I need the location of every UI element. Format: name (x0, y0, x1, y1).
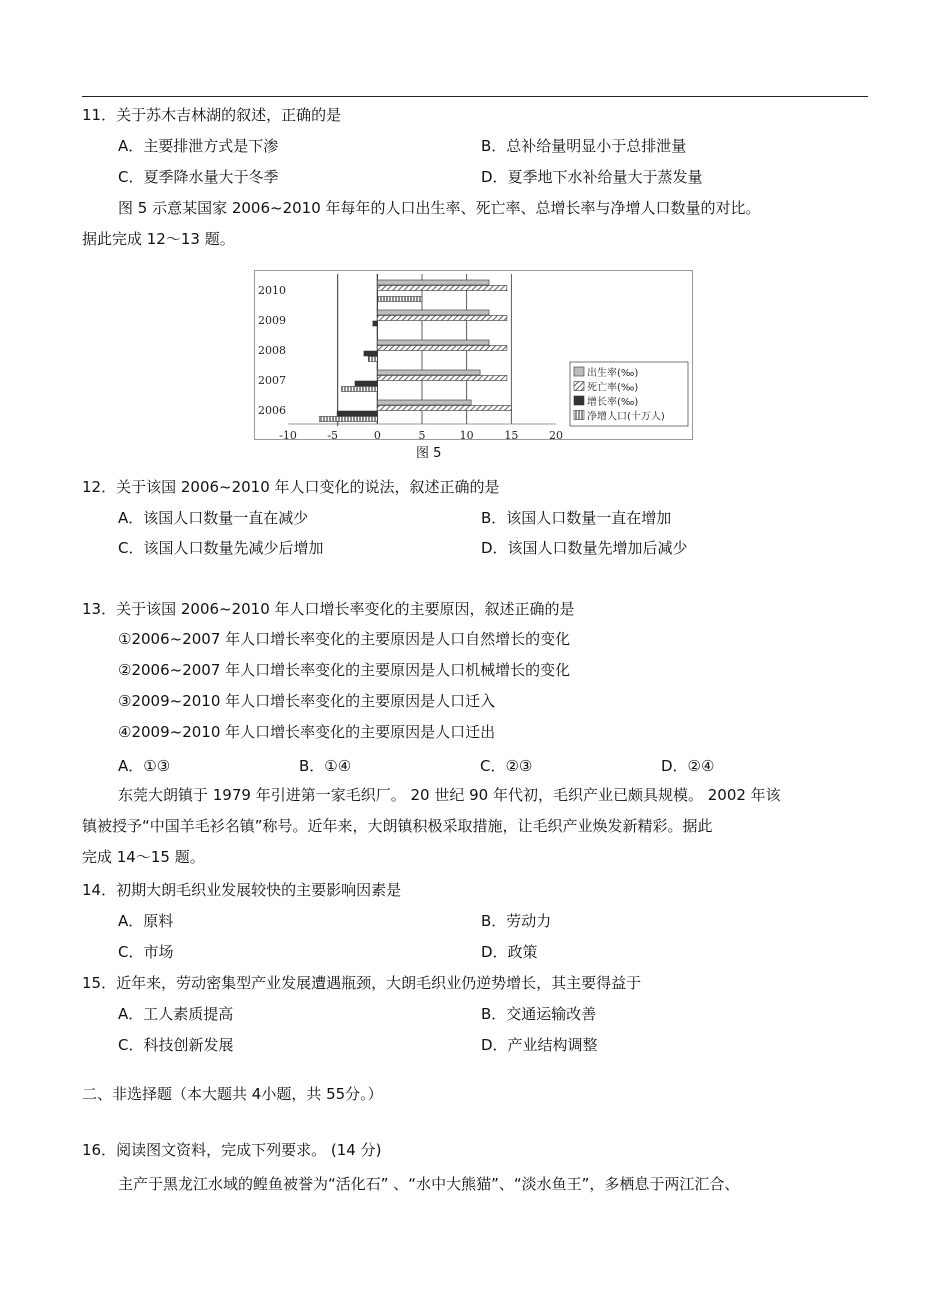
x-tick-label: 20 (549, 429, 563, 440)
q11-option-b: B．总补给量明显小于总排泄量 (481, 137, 687, 155)
bar (373, 321, 377, 326)
question-14-stem: 14．初期大朗毛织业发展较快的主要影响因素是 (82, 881, 402, 899)
year-label: 2008 (258, 344, 286, 357)
question-16-stem: 16．阅读图文资料，完成下列要求。 (14 分) (82, 1141, 382, 1159)
q12-option-c: C．该国人口数量先减少后增加 (118, 539, 324, 557)
q16-passage: 主产于黑龙江水域的鳇鱼被誉为“活化石” 、“水中大熊猫”、“淡水鱼王”，多栖息于两江汇合、 (118, 1175, 740, 1193)
legend-label: 增长率(‰) (587, 397, 639, 408)
question-13-stem: 13．关于该国 2006~2010 年人口增长率变化的主要原因，叙述正确的是 (82, 600, 575, 618)
bar (377, 346, 507, 351)
bar (342, 387, 378, 392)
bar (377, 316, 507, 321)
legend-label: 出生率(‰) (587, 368, 639, 379)
q14-option-b: B．劳动力 (481, 912, 552, 930)
intro-figure-text-2: 据此完成 12～13 题。 (82, 230, 235, 248)
q13-statement-3: ③2009~2010 年人口增长率变化的主要原因是人口迁入 (118, 692, 496, 710)
bar (355, 381, 377, 386)
q11-option-c: C．夏季降水量大于冬季 (118, 168, 279, 186)
q15-option-d: D．产业结构调整 (481, 1036, 598, 1054)
q13-statement-4: ④2009~2010 年人口增长率变化的主要原因是人口迁出 (118, 723, 496, 741)
q15-option-a: A．工人素质提高 (118, 1005, 234, 1023)
bar (377, 400, 471, 405)
bar (377, 376, 507, 381)
year-label: 2009 (258, 314, 286, 327)
bar (377, 310, 489, 315)
bar (364, 351, 377, 356)
bar (377, 280, 489, 285)
legend-swatch (574, 396, 584, 405)
q13-option-b: B．①④ (299, 757, 352, 775)
section-2-title: 二、非选择题（本大题共 4小题，共 55分。） (82, 1085, 383, 1103)
x-tick-label: -5 (327, 429, 339, 440)
bar (337, 411, 377, 416)
q13-option-a: A．①③ (118, 757, 171, 775)
legend-swatch (574, 382, 584, 391)
intro-dalang-text-2: 镇被授予“中国羊毛衫名镇”称号。近年来，大朗镇积极采取措施，让毛织产业焕发新精彩。据此 (82, 817, 713, 835)
q14-option-c: C．市场 (118, 943, 174, 961)
intro-figure-text: 图 5 示意某国家 2006~2010 年每年的人口出生率、死亡率、总增长率与净增人口数量的对比。 (118, 199, 761, 217)
legend-swatch (574, 411, 584, 420)
q14-option-a: A．原料 (118, 912, 174, 930)
intro-dalang-text: 东莞大朗镇于 1979 年引进第一家毛织厂。 20 世纪 90 年代初，毛织产业已颇具规模。 2002 年该 (118, 786, 781, 804)
x-tick-label: 5 (418, 429, 426, 440)
bar (377, 406, 511, 411)
figure-caption: 图 5 (416, 446, 442, 461)
q12-option-d: D．该国人口数量先增加后减少 (481, 539, 688, 557)
q15-option-c: C．科技创新发展 (118, 1036, 234, 1054)
population-bar-chart (254, 270, 694, 440)
bar (368, 357, 377, 362)
q11-option-a: A．主要排泄方式是下渗 (118, 137, 279, 155)
year-label: 2007 (258, 374, 286, 387)
q13-option-c: C．②③ (480, 757, 533, 775)
intro-dalang-text-3: 完成 14～15 题。 (82, 848, 205, 866)
q13-statement-2: ②2006~2007 年人口增长率变化的主要原因是人口机械增长的变化 (118, 661, 571, 679)
question-15-stem: 15．近年来，劳动密集型产业发展遭遇瓶颈，大朗毛织业仍逆势增长，其主要得益于 (82, 974, 642, 992)
bar (377, 297, 422, 302)
q12-option-a: A．该国人口数量一直在减少 (118, 509, 309, 527)
q11-option-d: D．夏季地下水补给量大于蒸发量 (481, 168, 703, 186)
legend-swatch (574, 367, 584, 376)
x-tick-label: 10 (459, 429, 474, 440)
legend-label: 死亡率(‰) (587, 382, 639, 394)
q13-option-d: D．②④ (661, 757, 715, 775)
q14-option-d: D．政策 (481, 943, 538, 961)
q13-statement-1: ①2006~2007 年人口增长率变化的主要原因是人口自然增长的变化 (118, 630, 571, 648)
question-12-stem: 12．关于该国 2006~2010 年人口变化的说法，叙述正确的是 (82, 478, 500, 496)
x-tick-label: 0 (373, 429, 381, 440)
x-tick-label: -10 (279, 429, 297, 440)
q12-option-b: B．该国人口数量一直在增加 (481, 509, 672, 527)
year-label: 2010 (258, 284, 286, 297)
legend-label: 净增人口(十万人) (587, 411, 665, 423)
bar (377, 340, 489, 345)
year-label: 2006 (258, 404, 286, 417)
bar (319, 417, 377, 422)
bar (377, 286, 507, 291)
header-rule (82, 96, 868, 97)
q15-option-b: B．交通运输改善 (481, 1005, 597, 1023)
x-tick-label: 15 (504, 429, 519, 440)
bar (377, 370, 480, 375)
question-11-stem: 11．关于苏木吉林湖的叙述，正确的是 (82, 106, 342, 124)
